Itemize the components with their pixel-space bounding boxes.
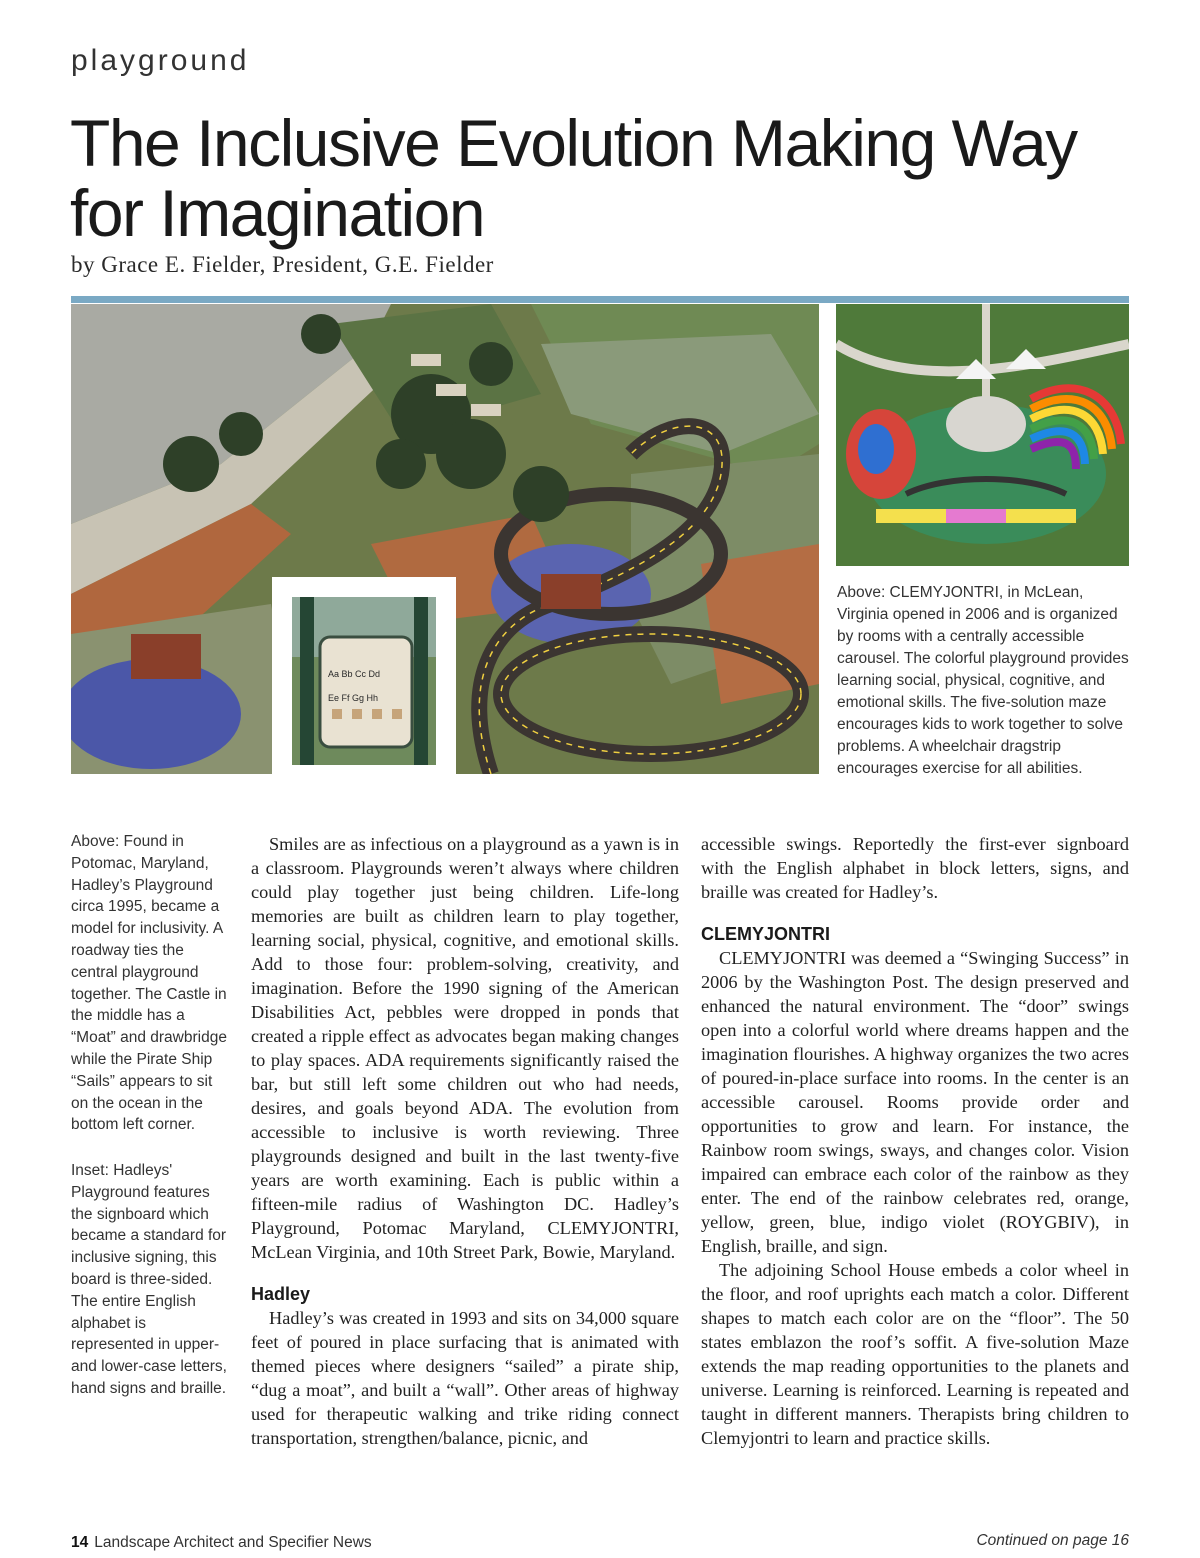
article-title: The Inclusive Evolution Making Way for Imagination <box>70 106 1077 250</box>
byline: by Grace E. Fielder, President, G.E. Fielder <box>71 252 494 277</box>
hadley-photo-caption: Above: Found in Potomac, Maryland, Hadley’s Playground circa 1995, became a model for inclusivity. A roadway ties the central playground together. The Castle in the middle has a “Moat” and drawbridge while the Pirate Ship “Sails” appears to sit on the ocean in the bottom left corner. <box>71 833 227 1134</box>
sign-letters-row2: Ee Ff Gg Hh <box>328 693 379 703</box>
heading-hadley: Hadley <box>251 1284 311 1304</box>
heading-clemyjontri: CLEMYJONTRI <box>701 924 831 944</box>
publication-name: Landscape Architect and Specifier News <box>94 1534 372 1551</box>
continued-link[interactable]: Continued on page 16 <box>976 1532 1129 1549</box>
page-number: 14 <box>71 1534 89 1551</box>
hadley-paragraph-continued: accessible swings. Reportedly the first-ever signboard with the English alphabet in block letters, signs, and braille was created for Hadley’s. <box>701 834 1129 902</box>
clemyjontri-caption: Above: CLEMYJONTRI, in McLean, Virginia opened in 2006 and is organized by rooms with a centrally accessible carousel. The colorful playground provides learning social, physical, cognitive, and emotional skills. The five-solution maze encourages kids to work together to solve problems. A wheelchair dragstrip encourages exercise for all abilities. <box>837 584 1129 777</box>
article-column-2 <box>701 832 1129 1450</box>
sign-letters-row1: Aa Bb Cc Dd <box>328 669 381 679</box>
intro-paragraph: Smiles are as infectious on a playground as a yawn is in a classroom. Playgrounds weren’t always where children could play together just being children. Life-long memories are built as children learn to play together, learning social, physical, cognitive, and emotional skills. Add to those four: problem-solving, creativity, and imagination. Before the 1990 signing of the American Disabilities Act, pebbles were dropped in ponds that created a ripple effect as advocates began making changes to play spaces. ADA requirements significantly raised the bar, but still left some children out who had needs, desires, and goals beyond ADA. The evolution from accessible to inclusive is worth reviewing. Three playgrounds designed and built in the last twenty-five years are worth examining. Each is public within a fifteen-mile radius of Washington DC. Hadley’s Playground, Potomac Maryland, CLEMYJONTRI, McLean Virginia, and 10th Street Park, Bowie, Maryland. <box>251 834 679 1262</box>
section-label: playground <box>71 44 250 77</box>
clemyjontri-paragraph: CLEMYJONTRI was deemed a “Swinging Success” in 2006 by the Washington Post. The design preserved and enhanced the natural environment. The “door” swings open into a colorful world where dreams happen and the imagination flourishes. A highway organizes the two acres of poured-in-place surface into rooms. In the center is an accessible carousel. Rooms provide order and opportunities to grow and learn. For instance, the Rainbow room swings, sways, and changes color. Vision impaired can embrace each color of the rainbow as they enter. The end of the rainbow celebrates red, orange, yellow, green, blue, indigo violet (ROYGBIV), in English, braille, and sign. <box>701 948 1129 1256</box>
article-column-1 <box>251 832 679 1450</box>
clemyjontri-aerial-photo <box>836 304 1129 566</box>
inset-photo-caption: Inset: Hadleys' Playground features the signboard which became a standard for inclusive signing, this board is three-sided. The entire English alphabet is represented in upper- and lower-case letters, hand signs and braille. <box>71 1162 227 1397</box>
hadley-paragraph: Hadley’s was created in 1993 and sits on 34,000 square feet of poured in place surfacing that is animated with themed pieces where designers “sailed” a pirate ship, “dug a moat”, and built a “wall”. Other areas of highway used for therapeutic walking and trike riding connect transportation, strengthen/balance, picnic, and <box>251 1308 679 1448</box>
school-house-paragraph: The adjoining School House embeds a color wheel in the floor, and roof uprights each match a color. Different shapes to match each color are on the “floor”. The 50 states emblazon the roof’s soffit. A five-solution Maze extends the map reading opportunities to the planets and universe. Learning is reinforced. Learning is repeated and taught in different manners. Therapists bring children to Clemyjontri to learn and practice skills. <box>701 1260 1129 1448</box>
inset-signboard-photo <box>272 577 456 777</box>
footer-publication <box>71 1534 372 1552</box>
title-rule <box>71 296 1129 303</box>
